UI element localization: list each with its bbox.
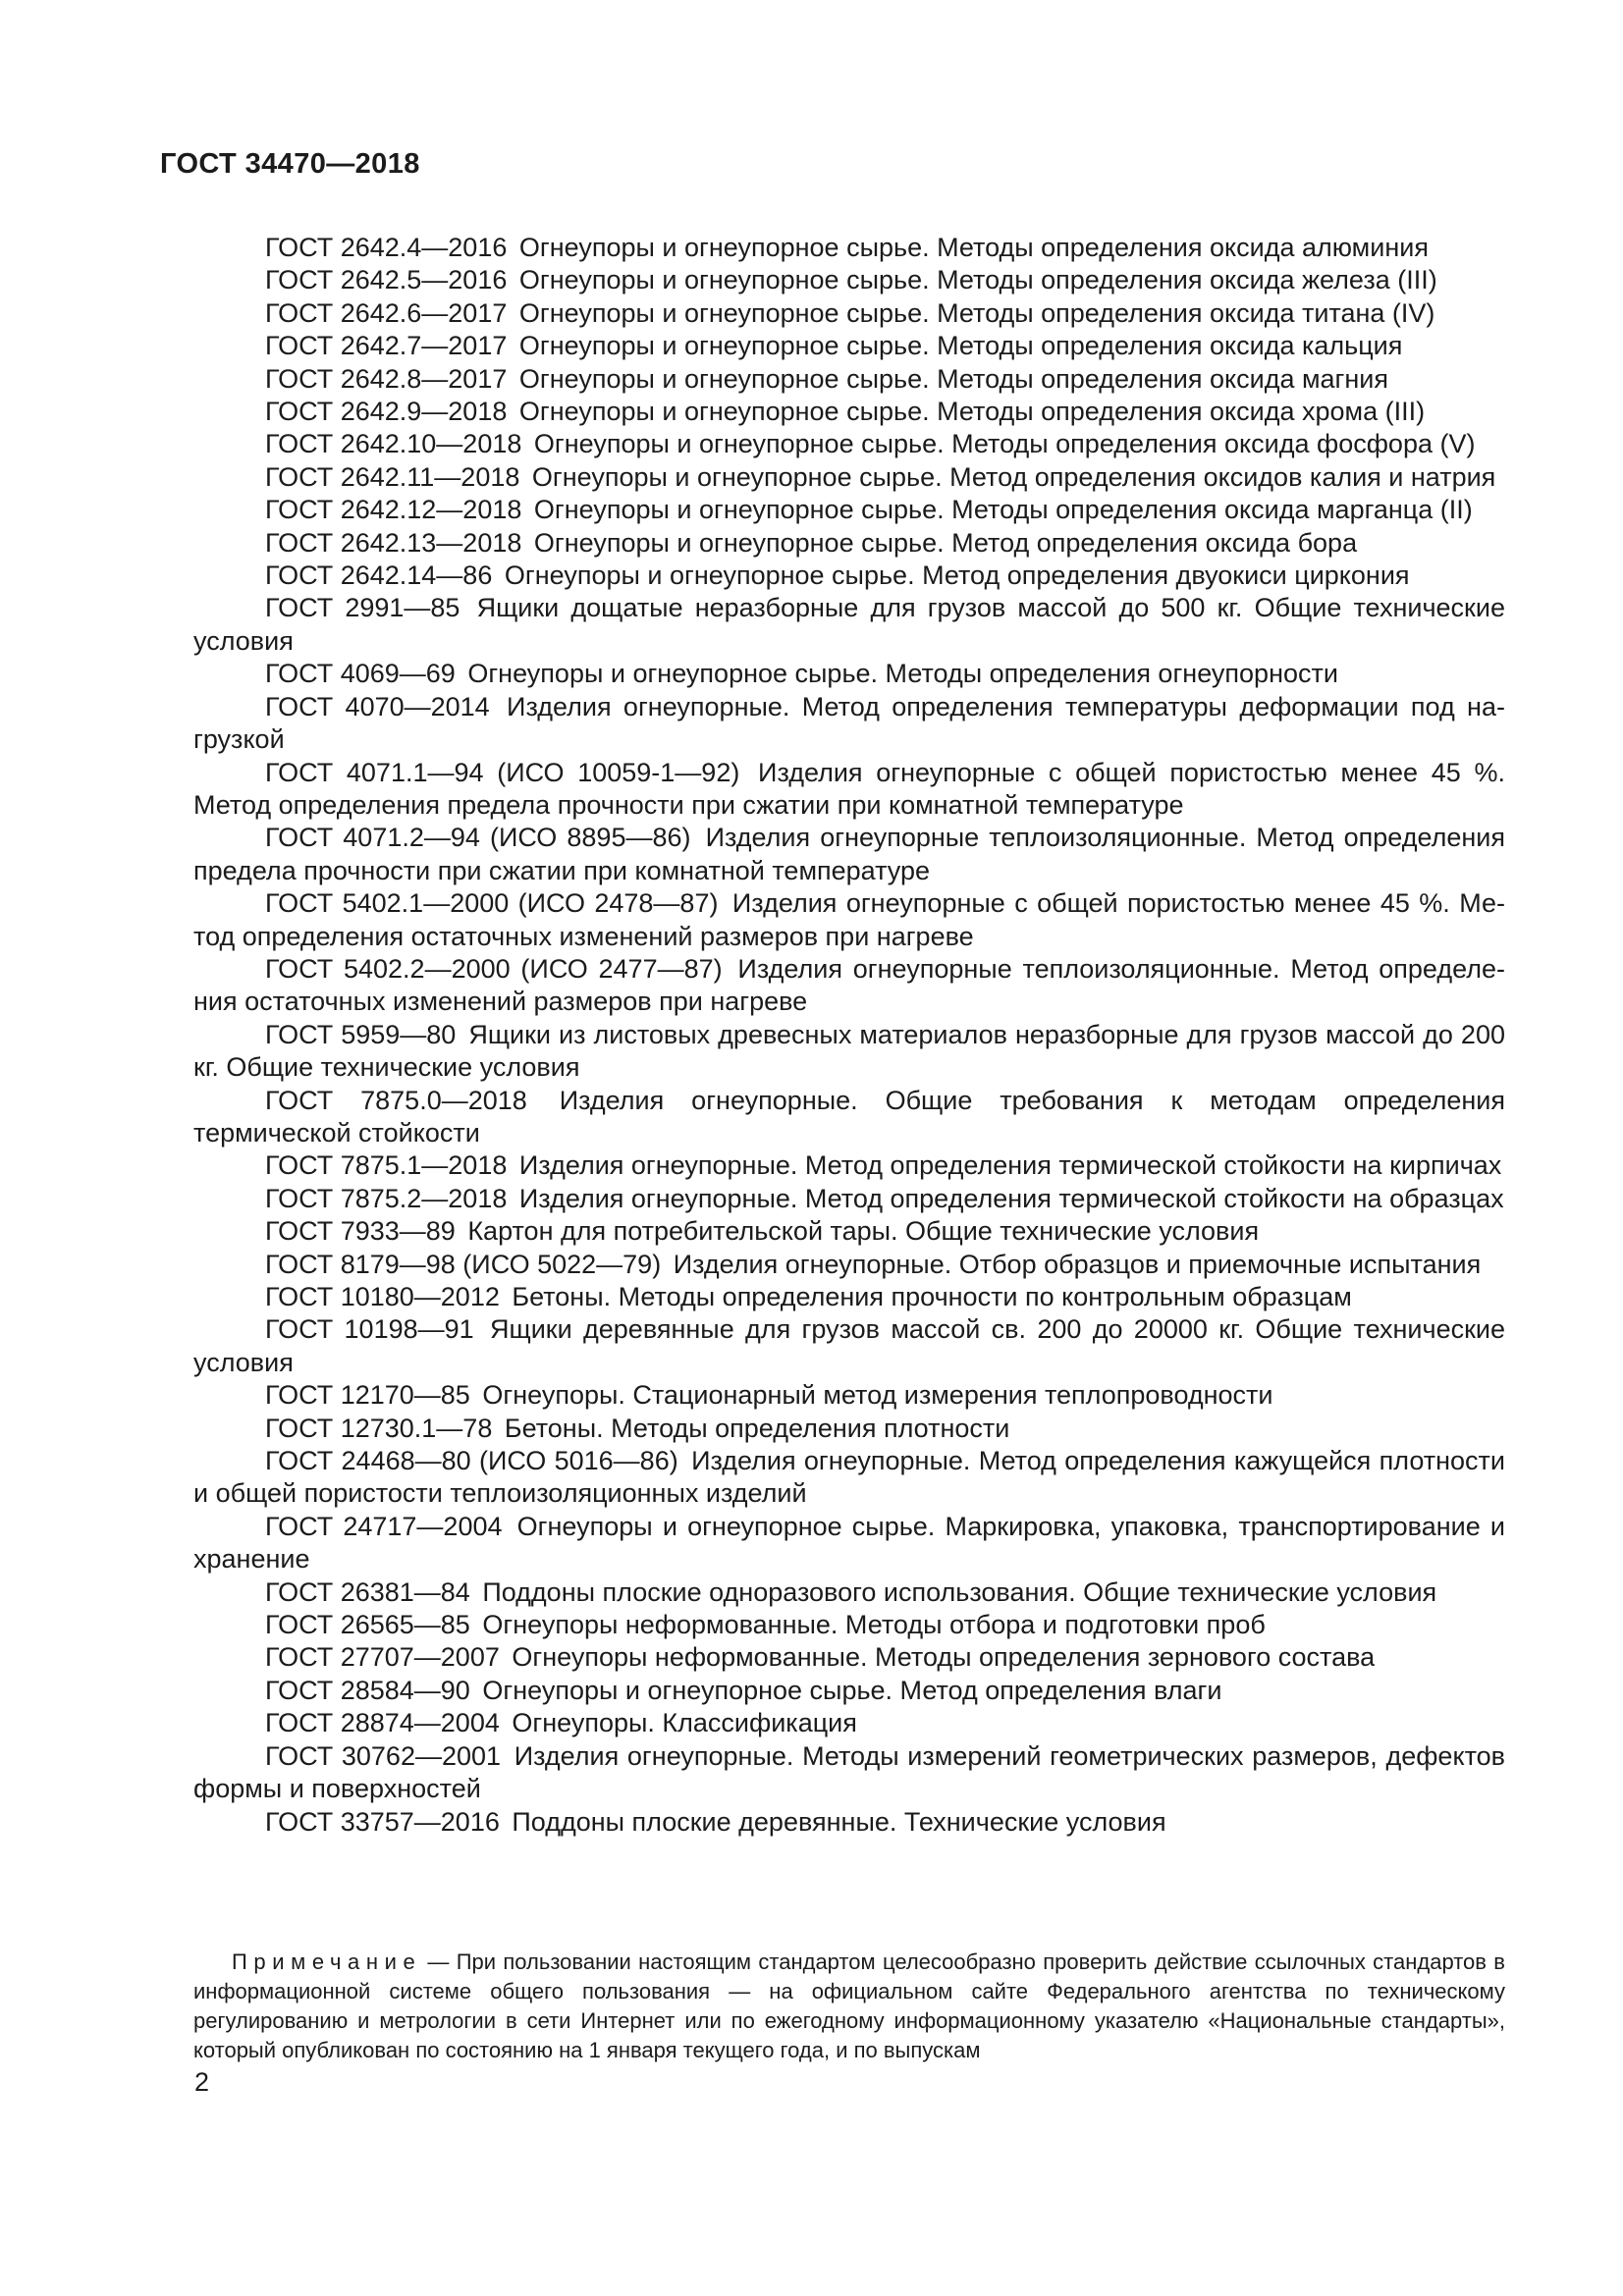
reference-title: Ящики дощатые неразборные для грузов массой до 500 кг. Общие технические условия	[193, 593, 1505, 656]
reference-item	[193, 822, 1505, 887]
reference-code: ГОСТ 2642.7—2017	[265, 331, 508, 361]
reference-title: Бетоны. Методы определения плотности	[504, 1413, 1010, 1443]
reference-item	[193, 1740, 1505, 1806]
reference-title: Поддоны плоские одноразового использования. Общие технические условия	[482, 1576, 1437, 1607]
reference-code: ГОСТ 4070—2014	[265, 691, 490, 721]
reference-item	[193, 1281, 1505, 1313]
reference-item	[193, 1215, 1505, 1248]
reference-code: ГОСТ 4071.1—94 (ИСО 10059-1—92)	[265, 757, 740, 787]
reference-code: ГОСТ 28874—2004	[265, 1708, 500, 1738]
note-paragraph	[193, 1948, 1505, 2065]
reference-title: Изделия огнеупорные теплоизоляционные. Метод определения остаточных изменений размеров при нагреве	[193, 953, 1505, 1017]
reference-item	[193, 1379, 1505, 1412]
note-text: — При пользовании настоящим стандартом целесообразно проверить действие ссылочных стандартов в информационной системе общего пользования — на официальном сайте Федерального агентства по техническому регулированию и метрологии в сети Интернет или по ежегодному информационному указателю «Национальные стандарты», который опубликован по состоянию на 1 января текущего года, и по выпускам	[193, 1949, 1505, 2062]
reference-title: Огнеупоры и огнеупорное сырье. Методы определения оксида хрома (III)	[518, 397, 1426, 427]
reference-title: Изделия огнеупорные. Метод определения термической стойкости на образцах	[518, 1183, 1504, 1213]
reference-item	[193, 363, 1505, 396]
reference-code: ГОСТ 2642.9—2018	[265, 397, 508, 427]
reference-code: ГОСТ 2642.11—2018	[265, 461, 520, 492]
reference-title: Огнеупоры и огнеупорное сырье. Метод определения двуокиси циркония	[504, 561, 1410, 591]
reference-title: Изделия огнеупорные. Отбор образцов и приемочные испытания	[673, 1249, 1482, 1279]
reference-title: Огнеупоры и огнеупорное сырье. Маркировка, упаковка, транспортирование и хранение	[193, 1511, 1505, 1575]
page-number: 2	[194, 2067, 210, 2097]
reference-item	[193, 461, 1505, 494]
reference-item	[193, 1183, 1505, 1215]
reference-code: ГОСТ 24717—2004	[265, 1511, 503, 1541]
reference-item	[193, 560, 1505, 592]
reference-title: Ящики деревянные для грузов массой св. 200 до 20000 кг. Общие технические условия	[193, 1314, 1505, 1377]
reference-item	[193, 232, 1505, 264]
reference-item	[193, 1313, 1505, 1379]
reference-title: Картон для потребительской тары. Общие технические условия	[467, 1216, 1260, 1247]
reference-title: Изделия огнеупорные с общей пористостью менее 45 %. Метод определения предела прочности при сжатии при комнатной температуре	[193, 757, 1505, 820]
reference-item	[193, 1641, 1505, 1674]
reference-code: ГОСТ 5402.1—2000 (ИСО 2478—87)	[265, 888, 719, 919]
reference-code: ГОСТ 24468—80 (ИСО 5016—86)	[265, 1446, 678, 1476]
reference-code: ГОСТ 7933—89	[265, 1216, 456, 1247]
reference-item	[193, 1413, 1505, 1445]
reference-code: ГОСТ 2642.13—2018	[265, 527, 522, 558]
reference-title: Изделия огнеупорные теплоизоляционные. Метод определения предела прочности при сжатии при комнатной температуре	[193, 823, 1505, 885]
reference-title: Изделия огнеупорные. Методы измерений геометрических размеров, дефектов формы и поверхностей	[193, 1740, 1505, 1804]
reference-code: ГОСТ 2991—85	[265, 593, 460, 623]
reference-title: Изделия огнеупорные с общей пористостью менее 45 %. Метод определения остаточных изменений размеров при нагреве	[193, 888, 1505, 951]
reference-code: ГОСТ 12730.1—78	[265, 1413, 493, 1443]
reference-title: Огнеупоры и огнеупорное сырье. Метод определения влаги	[482, 1675, 1222, 1705]
reference-code: ГОСТ 10180—2012	[265, 1282, 500, 1311]
reference-item	[193, 592, 1505, 658]
reference-code: ГОСТ 4071.2—94 (ИСО 8895—86)	[265, 823, 691, 853]
references-list	[193, 232, 1505, 1839]
reference-item	[193, 1806, 1505, 1839]
reference-item	[193, 1675, 1505, 1707]
reference-title: Огнеупоры и огнеупорное сырье. Методы определения оксида кальция	[518, 331, 1403, 361]
reference-code: ГОСТ 28584—90	[265, 1675, 470, 1705]
reference-item	[193, 428, 1505, 460]
reference-title: Бетоны. Методы определения прочности по контрольным образцам	[512, 1282, 1352, 1311]
document-header: ГОСТ 34470—2018	[160, 148, 420, 180]
reference-item	[193, 1085, 1505, 1150]
reference-item	[193, 887, 1505, 953]
reference-title: Изделия огнеупорные. Метод определения термической стойкости на кирпичах	[518, 1150, 1502, 1181]
reference-code: ГОСТ 2642.5—2016	[265, 265, 508, 295]
reference-item	[193, 527, 1505, 560]
reference-code: ГОСТ 2642.12—2018	[265, 495, 522, 525]
reference-item	[193, 658, 1505, 690]
reference-code: ГОСТ 5959—80	[265, 1019, 457, 1049]
reference-title: Изделия огнеупорные. Метод определения кажущейся плотности и общей пористости теплоизоляционных изделий	[193, 1446, 1505, 1509]
reference-item	[193, 264, 1505, 296]
reference-title: Ящики из листовых древесных материалов неразборные для грузов массой до 200 кг. Общие технические условия	[193, 1019, 1505, 1083]
reference-title: Огнеупоры. Классификация	[512, 1708, 857, 1738]
reference-title: Огнеупоры неформованные. Методы определения зернового состава	[512, 1642, 1376, 1673]
reference-item	[193, 330, 1505, 362]
reference-item	[193, 1249, 1505, 1281]
reference-title: Огнеупоры и огнеупорное сырье. Методы определения оксида титана (IV)	[518, 297, 1435, 328]
reference-title: Огнеупоры и огнеупорное сырье. Методы определения оксида алюминия	[518, 233, 1429, 262]
reference-title: Изделия огнеупорные. Общие требования к методам определения термической стойкости	[193, 1085, 1505, 1148]
note-label: Примечание	[232, 1949, 422, 1974]
reference-code: ГОСТ 2642.6—2017	[265, 297, 508, 328]
reference-code: ГОСТ 26381—84	[265, 1576, 470, 1607]
reference-item	[193, 757, 1505, 823]
reference-code: ГОСТ 5402.2—2000 (ИСО 2477—87)	[265, 953, 723, 984]
reference-item	[193, 494, 1505, 526]
reference-title: Огнеупоры и огнеупорное сырье. Методы определения оксида фосфора (V)	[533, 429, 1476, 459]
reference-code: ГОСТ 7875.0—2018	[265, 1085, 527, 1115]
reference-title: Огнеупоры и огнеупорное сырье. Метод определения оксидов калия и натрия	[531, 461, 1496, 492]
reference-item	[193, 1445, 1505, 1511]
reference-item	[193, 691, 1505, 757]
reference-item	[193, 1707, 1505, 1739]
reference-title: Огнеупоры и огнеупорное сырье. Методы определения оксида магния	[518, 363, 1389, 394]
reference-item	[193, 1149, 1505, 1182]
reference-code: ГОСТ 10198—91	[265, 1314, 474, 1345]
reference-title: Огнеупоры и огнеупорное сырье. Метод определения оксида бора	[533, 527, 1358, 558]
reference-code: ГОСТ 30762—2001	[265, 1740, 502, 1771]
reference-code: ГОСТ 2642.4—2016	[265, 233, 508, 262]
reference-code: ГОСТ 2642.8—2017	[265, 363, 508, 394]
reference-item	[193, 1019, 1505, 1085]
reference-title: Огнеупоры неформованные. Методы отбора и подготовки проб	[482, 1610, 1266, 1640]
reference-code: ГОСТ 7875.2—2018	[265, 1183, 508, 1213]
reference-item	[193, 953, 1505, 1019]
reference-code: ГОСТ 8179—98 (ИСО 5022—79)	[265, 1249, 662, 1279]
reference-code: ГОСТ 4069—69	[265, 659, 456, 689]
reference-item	[193, 396, 1505, 428]
reference-code: ГОСТ 33757—2016	[265, 1806, 500, 1837]
reference-code: ГОСТ 26565—85	[265, 1610, 470, 1640]
reference-item	[193, 1609, 1505, 1641]
reference-title: Огнеупоры и огнеупорное сырье. Методы определения оксида марганца (II)	[533, 495, 1473, 525]
reference-title: Огнеупоры. Стационарный метод измерения теплопроводности	[482, 1380, 1273, 1411]
reference-item	[193, 1511, 1505, 1576]
reference-title: Поддоны плоские деревянные. Технические условия	[512, 1806, 1166, 1837]
reference-code: ГОСТ 2642.10—2018	[265, 429, 522, 459]
reference-title: Изделия огнеупорные. Метод определения температуры деформации под нагрузкой	[193, 691, 1505, 755]
reference-code: ГОСТ 7875.1—2018	[265, 1150, 508, 1181]
reference-code: ГОСТ 12170—85	[265, 1380, 470, 1411]
reference-title: Огнеупоры и огнеупорное сырье. Методы определения оксида железа (III)	[518, 265, 1437, 295]
reference-code: ГОСТ 27707—2007	[265, 1642, 500, 1673]
reference-item	[193, 297, 1505, 330]
reference-title: Огнеупоры и огнеупорное сырье. Методы определения огнеупорности	[467, 659, 1338, 689]
reference-item	[193, 1576, 1505, 1609]
reference-code: ГОСТ 2642.14—86	[265, 561, 493, 591]
